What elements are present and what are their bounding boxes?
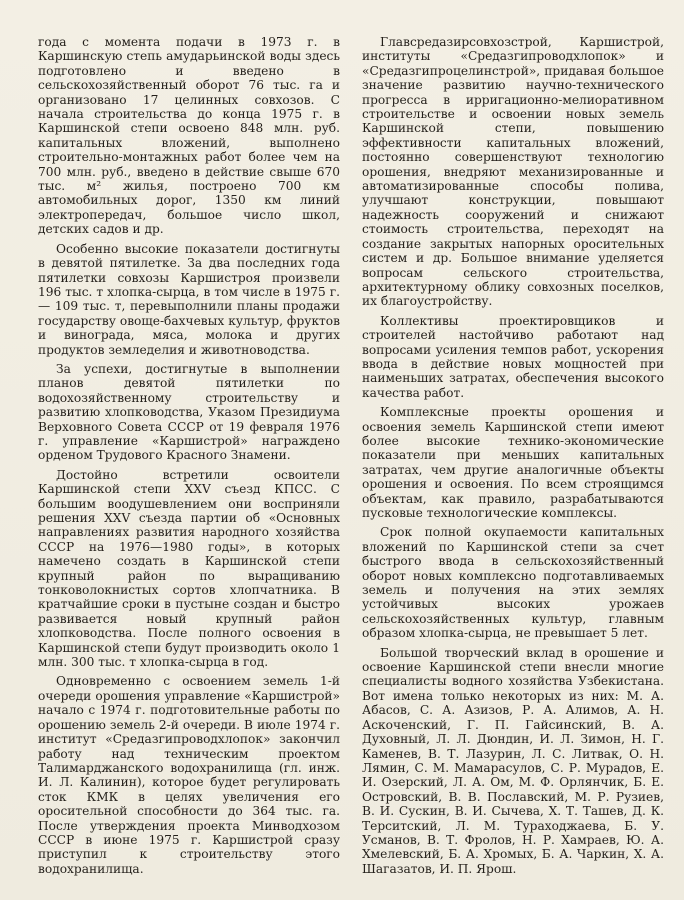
- right-text-column: [362, 35, 664, 876]
- paragraph: Большой творческий вклад в орошение и освоение Каршинской степи внесли многие специалисты водного хозяйства Узбекистана. Вот имена только некоторых из них: М. А. Абасов, С. А. Азизов, Р. А. Алимов, А. Н. Аскоченский, Г. П. Гайсинский, В. А. Духовный, Л. Л. Дюндин, И. Л. Зимон, Н. Г. Каменев, В. Т. Лазурин, Л. С. Литвак, О. Н. Лямин, С. М. Мамарасулов, С. Р. Мурадов, Е. И. Озерский, Л. А. Ом, М. Ф. Орлянчик, Б. Е. Островский, В. В. Пославский, М. Р. Рузиев, В. И. Сускин, В. И. Сычева, Х. Т. Ташев, Д. К. Терситский, Л. М. Тураходжаева, Б. У. Усманов, В. Т. Фролов, Н. Р. Хамраев, Ю. А. Хмелевский, Б. А. Хромых, Б. А. Чаркин, Х. А. Шагазатов, И. П. Ярош.: [362, 645, 664, 876]
- paragraph: Главсредазирсовхозстрой, Каршистрой, институты «Средазгипроводхлопок» и «Средазгипроцелинстрой», придавая большое значение развитию научно-технического прогресса в ирригационно-мелиоративном строительстве и освоении новых земель Каршинской степи, повышению эффективности капитальных вложений, постоянно совершенствуют технологию орошения, внедряют механизированные и автоматизированные способы полива, улучшают конструкции, повышают надежность сооружений и снижают стоимость строительства, переходят на создание закрытых напорных оросительных систем и др. Большое внимание уделяется вопросам сельского строительства, архитектурному облику совхозных поселков, их благоустройству.: [362, 35, 664, 309]
- paragraph: Срок полной окупаемости капитальных вложений по Каршинской степи за счет быстрого ввода в сельскохозяйственный оборот новых комплексно подготавливаемых земель и получения на этих землях устойчивых высоких урожаев сельскохозяйственных культур, главным образом хлопка-сырца, не превышает 5 лет.: [362, 525, 664, 641]
- paragraph: За успехи, достигнутые в выполнении планов девятой пятилетки по водохозяйственному строительству и развитию хлопководства, Указом Президиума Верховного Совета СССР от 19 февраля 1976 г. управление «Каршистрой» награждено орденом Трудового Красного Знамени.: [38, 361, 340, 463]
- paragraph: Особенно высокие показатели достигнуты в девятой пятилетке. За два последних года пятилетки совхозы Каршистроя произвели 196 тыс. т хлопка-сырца, в том числе в 1975 г.— 109 тыс. т, перевыполнили планы продажи государству овоще-бахчевых культур, фруктов и винограда, мяса, молока и других продуктов земледелия и животноводства.: [38, 241, 340, 357]
- paragraph: Коллективы проектировщиков и строителей настойчиво работают над вопросами усиления темпов работ, ускорения ввода в действие новых мощностей при наименьших затратах, обеспечения высокого качества работ.: [362, 313, 664, 400]
- paragraph: Комплексные проекты орошения и освоения земель Каршинской степи имеют более высокие технико-экономические показатели при меньших капитальных затратах, чем другие аналогичные объекты орошения и освоения. По всем строящимся объектам, как правило, разрабатываются пусковые технологические комплексы.: [362, 405, 664, 520]
- paragraph: года с момента подачи в 1973 г. в Каршинскую степь амударьинской воды здесь подготовлено и введено в сельскохозяйственный оборот 76 тыс. га и организовано 17 целинных совхозов. С начала строительства до конца 1975 г. в Каршинской степи освоено 848 млн. руб. капитальных вложений, выполнено строительно-монтажных работ более чем на 700 млн. руб., введено в действие свыше 670 тыс. м² жилья, построено 700 км автомобильных дорог, 1350 км линий электропередач, большое число школ, детских садов и др.: [38, 35, 340, 237]
- left-text-column: [38, 35, 340, 876]
- paragraph: Достойно встретили освоители Каршинской степи XXV съезд КПСС. С большим воодушевлением они восприняли решения XXV съезда партии об «Основных направлениях развития народного хозяйства СССР на 1976—1980 годы», в которых намечено создать в Каршинской степи крупный район по выращиванию тонковолокнистых сортов хлопчатника. В кратчайшие сроки в пустыне создан и быстро развивается новый крупный район хлопководства. После полного освоения в Каршинской степи будут производить около 1 млн. 300 тыс. т хлопка-сырца в год.: [38, 467, 340, 670]
- paragraph: Одновременно с освоением земель 1-й очереди орошения управление «Каршистрой» начало с 1974 г. подготовительные работы по орошению земель 2-й очереди. В июле 1974 г. институт «Средазгипроводхлопок» закончил работу над техническим проектом Талимарджанского водохранилища (гл. инж. И. Л. Калинин), которое будет регулировать сток КМК в целях увеличения его оросительной способности до 364 тыс. га. После утверждения проекта Минводхозом СССР в июне 1975 г. Каршистрой сразу приступил к строительству этого водохранилища.: [38, 674, 340, 876]
